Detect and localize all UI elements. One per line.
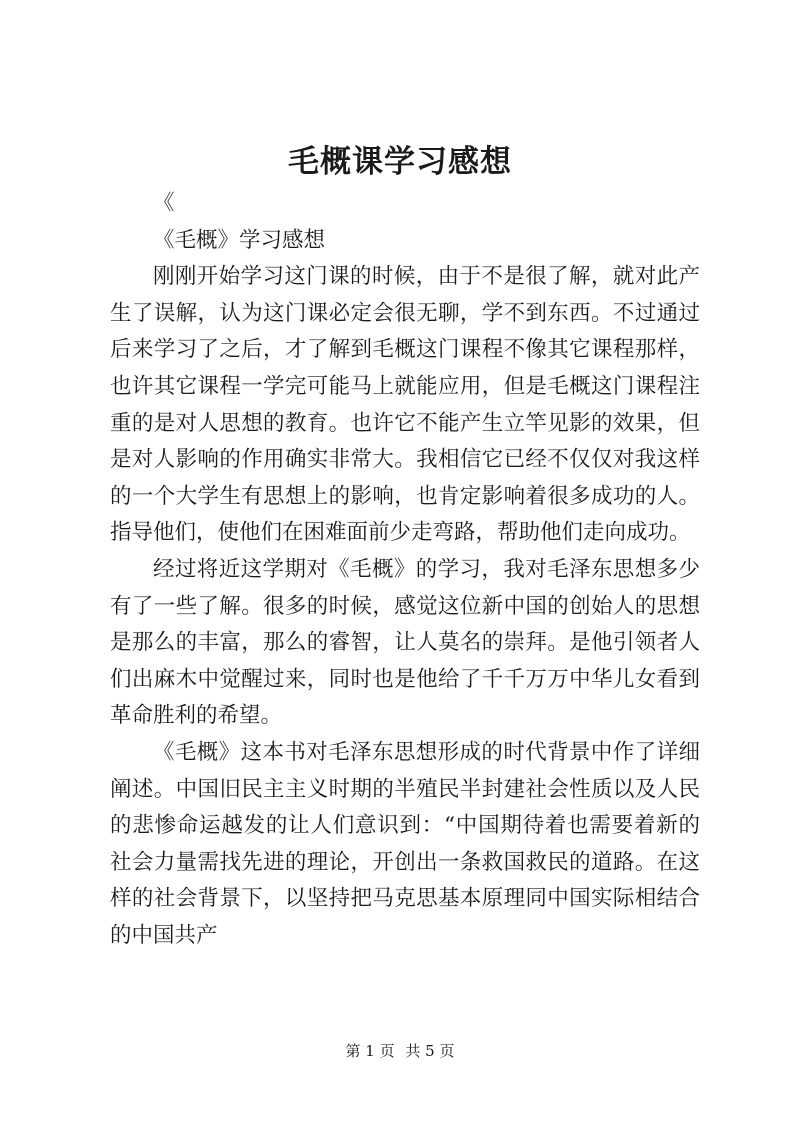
page-number: 第 1 页 (345, 1042, 395, 1060)
page-total: 共 5 页 (405, 1042, 455, 1060)
paragraph: 刚刚开始学习这门课的时候，由于不是很了解，就对此产生了误解，认为这门课必定会很无聊，学不到东西。不过通过后来学习了之后，才了解到毛概这门课程不像其它课程那样，也许其它课程一学完可能马上就能应用，但是毛概这门课程注重的是对人思想的教育。也许它不能产生立竿见影的效果，但是对人影响的作用确实非常大。我相信它已经不仅仅对我这样的一个大学生有思想上的影响，也肯定影响着很多成功的人。指导他们，使他们在困难面前少走弯路，帮助他们走向成功。 (110, 264, 700, 546)
paragraph-subtitle: 《毛概》学习感想 (153, 227, 326, 253)
page-footer (0, 1040, 800, 1062)
document-body (110, 186, 700, 954)
document-title: 毛概课学习感想 (288, 144, 512, 180)
paragraph: 《毛概》这本书对毛泽东思想形成的时代背景中作了详细阐述。中国旧民主主义时期的半殖民半封建社会性质以及人民的悲惨命运越发的让人们意识到：“中国期待着也需要着新的社会力量需找先进的理论，开创出一条救国救民的道路。在这样的社会背景下，以坚持把马克思基本原理同中国实际相结合的中国共产 (110, 739, 700, 948)
paragraph: 经过将近这学期对《毛概》的学习，我对毛泽东思想多少有了一些了解。很多的时候，感觉这位新中国的创始人的思想是那么的丰富，那么的睿智，让人莫名的崇拜。是他引领者人们出麻木中觉醒过来，同时也是他给了千千万万中华儿女看到革命胜利的希望。 (110, 556, 700, 729)
paragraph-opening-mark: 《 (153, 191, 175, 216)
